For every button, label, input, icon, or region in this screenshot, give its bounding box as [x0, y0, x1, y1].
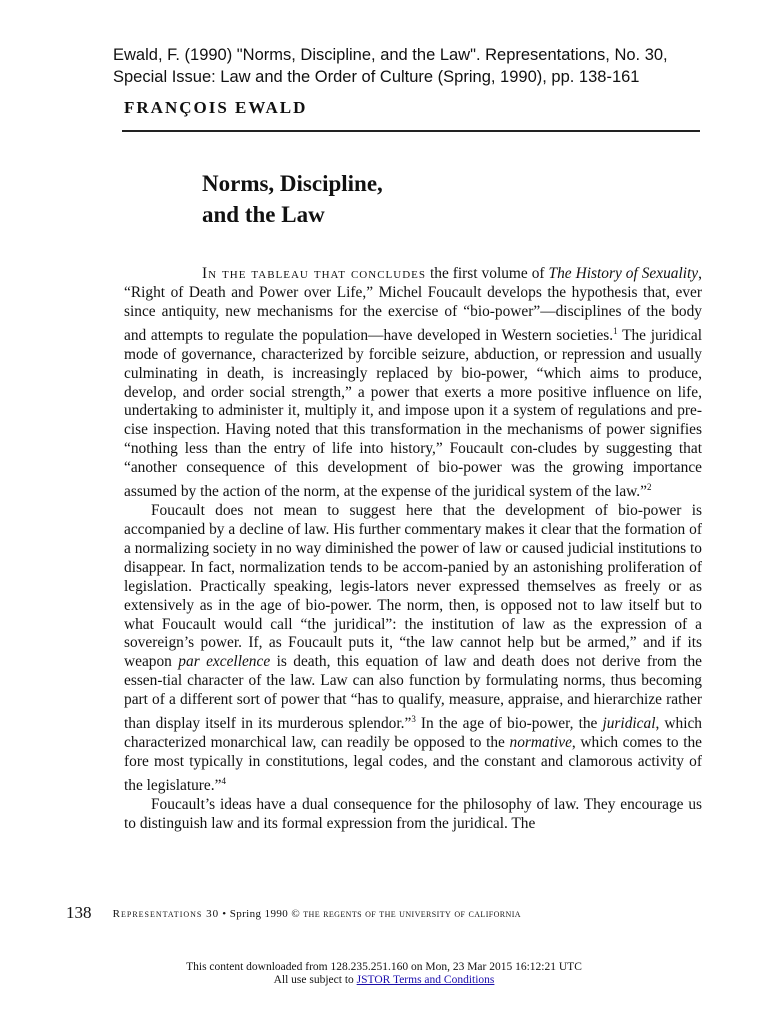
p1-text-c: The juridical mode of governance, characterized by forcible seizure, abduction, or repression and usually culminating in death, is increasingly replaced by bio-power, “which aims to produce, develop, and order social strength,” a power that exerts a more positive influence on life, undertaking to administer it, multiply it, and impose upon it a system of regulations and pre-cise inspection. Having noted that this transformation in the mechanisms of power signifies “nothing less than the entry of life into history,” Foucault con-cludes by suggesting that “another consequence of this development of bio-power was the growing importance assumed by the action of the norm, at the expense of the juridical system of the law.” — [124, 326, 702, 501]
p1-text-a: the first volume of — [425, 265, 549, 282]
title-line-2: and the Law — [202, 202, 325, 227]
page-number: 138 — [66, 903, 92, 922]
header-divider — [122, 130, 700, 132]
p2-text-a: Foucault does not mean to suggest here that the development of bio-power is accompanied by a decline of law. His further commentary makes it clear that the formation of a normalizing society in no way diminished the power of law or caused judicial institutions to disappear. In fact, normalization tends to be accom-panied by an astonishing proliferation of legislation. Practically speaking, legis-lators never expressed themselves as freely or as extensively as in the age of bio-power. The norm, then, is opposed not to law itself but to what Foucault would call “the juridical”: the institution of law as the expression of a sovereign’s power. If, as Foucault puts it, “the law cannot help but be armed,” and if its weapon — [124, 502, 702, 671]
italic-juridical: juridical — [602, 715, 656, 733]
footnote-ref-1: 1 — [613, 325, 618, 336]
download-line-2 — [0, 974, 768, 987]
p2-text-d: , which characterized monarchical law, can readily be opposed to the — [124, 715, 703, 752]
article-body — [124, 265, 702, 834]
article-title — [202, 168, 383, 230]
footnote-ref-4: 4 — [221, 775, 226, 786]
italic-par-excellence: par excellence — [178, 653, 271, 671]
italic-normative: normative — [509, 734, 572, 752]
footnote-ref-2: 2 — [646, 482, 652, 493]
lead-in-small-caps: In the tableau that concludes — [202, 265, 426, 282]
paragraph-3: Foucault’s ideas have a dual consequence for the philosophy of law. They encourage us to distinguish law and its formal expression from the juridical. The — [124, 795, 702, 832]
author-name: FRANÇOIS EWALD — [124, 98, 308, 117]
citation-line-1: Ewald, F. (1990) "Norms, Discipline, and the Law". Representations, No. 30, — [113, 46, 668, 64]
page-footer — [66, 903, 706, 923]
footer-date: Spring 1990 — [229, 908, 289, 920]
p2-text-b: is death, this equation of law and death does not derive from the essen-tial character of the law. Law can also function by formulating norms, thus becoming part of a different sort of power that “has to qualify, measure, appraise, and hierarchize rather than display itself in its murderous splendor.” — [124, 653, 702, 733]
paragraph-2 — [124, 502, 702, 796]
jstor-terms-link[interactable]: JSTOR Terms and Conditions — [356, 974, 495, 986]
citation-line-2: Special Issue: Law and the Order of Culture (Spring, 1990), pp. 138-161 — [113, 68, 640, 86]
p1-text-b: , “Right of Death and Power over Life,” Michel Foucault develops the hypothesis that, ever since antiquity, new mechanisms for the exercise of “bio-power”—disciplines of the body and attempts to regulate the population—have developed in Western societies. — [124, 265, 702, 344]
title-line-1: Norms, Discipline, — [202, 171, 383, 196]
p2-text-e: , which comes to the fore most typically in constitutions, legal codes, and the constant and clamorous activity of the legislature.” — [124, 734, 702, 795]
citation-block — [113, 44, 753, 88]
paragraph-1 — [124, 265, 702, 502]
journal-name: Representations 30 — [112, 908, 220, 920]
footnote-ref-3: 3 — [411, 714, 416, 725]
footer-copyright: © the regents of the university of california — [291, 908, 521, 920]
book-title: The History of Sexuality — [548, 265, 699, 282]
download-line-2-prefix: All use subject to — [273, 974, 357, 986]
download-notice — [0, 961, 768, 987]
p2-text-c: In the age of bio-power, the — [415, 715, 603, 733]
download-line-1: This content downloaded from 128.235.251.160 on Mon, 23 Mar 2015 16:12:21 UTC — [186, 961, 582, 973]
footer-bullet: • — [222, 908, 227, 920]
